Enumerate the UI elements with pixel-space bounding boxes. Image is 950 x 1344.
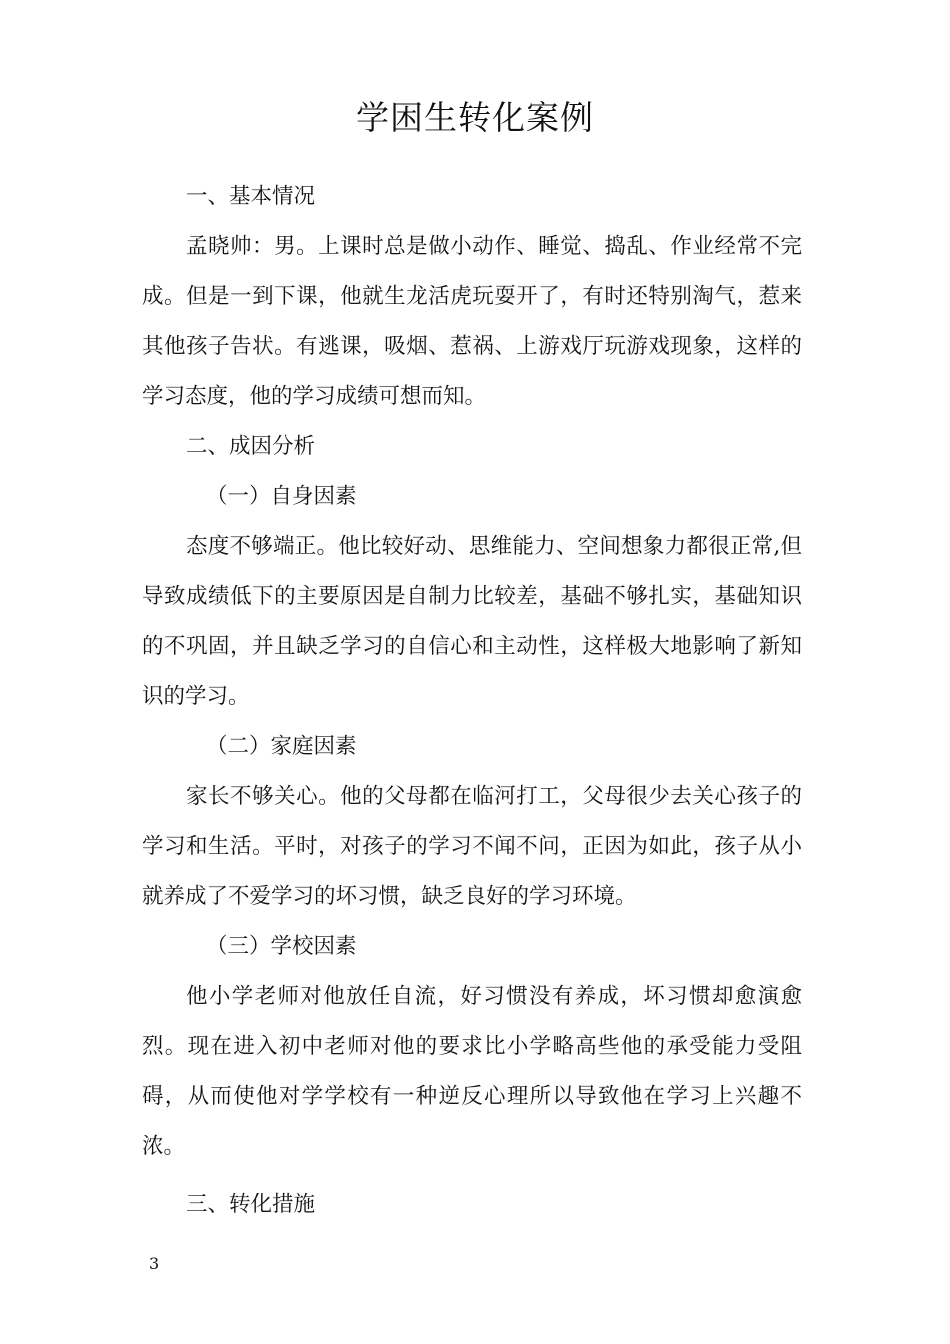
document-body <box>142 172 802 1230</box>
heading-family-factors: （二）家庭因素 <box>206 734 357 759</box>
document-title: 学困生转化案例 <box>356 98 594 137</box>
heading-cause-analysis: 二、成因分析 <box>186 434 316 459</box>
heading-school-factors: （三）学校因素 <box>206 934 357 959</box>
page-number: 3 <box>149 1254 160 1273</box>
paragraph-basic-info: 孟晓帅：男。上课时总是做小动作、睡觉、捣乱、作业经常不完成。但是一到下课，他就生龙活虎玩耍开了，有时还特别淘气，惹来其他孩子告状。有逃课，吸烟、惹祸、上游戏厅玩游戏现象，这样的学习态度，他的学习成绩可想而知。 <box>142 234 802 409</box>
paragraph-family-factors: 家长不够关心。他的父母都在临河打工，父母很少去关心孩子的学习和生活。平时，对孩子的学习不闻不问，正因为如此，孩子从小就养成了不爱学习的坏习惯，缺乏良好的学习环境。 <box>142 784 802 909</box>
heading-basic-info: 一、基本情况 <box>186 184 316 209</box>
heading-self-factors: （一）自身因素 <box>206 484 357 509</box>
paragraph-self-factors: 态度不够端正。他比较好动、思维能力、空间想象力都很正常,但导致成绩低下的主要原因是自制力比较差，基础不够扎实，基础知识的不巩固，并且缺乏学习的自信心和主动性，这样极大地影响了新知识的学习。 <box>142 534 802 709</box>
heading-transformation-measures: 三、转化措施 <box>186 1192 316 1217</box>
paragraph-school-factors: 他小学老师对他放任自流，好习惯没有养成，坏习惯却愈演愈烈。现在进入初中老师对他的要求比小学略高些他的承受能力受阻碍，从而使他对学学校有一种逆反心理所以导致他在学习上兴趣不浓。 <box>142 984 802 1159</box>
